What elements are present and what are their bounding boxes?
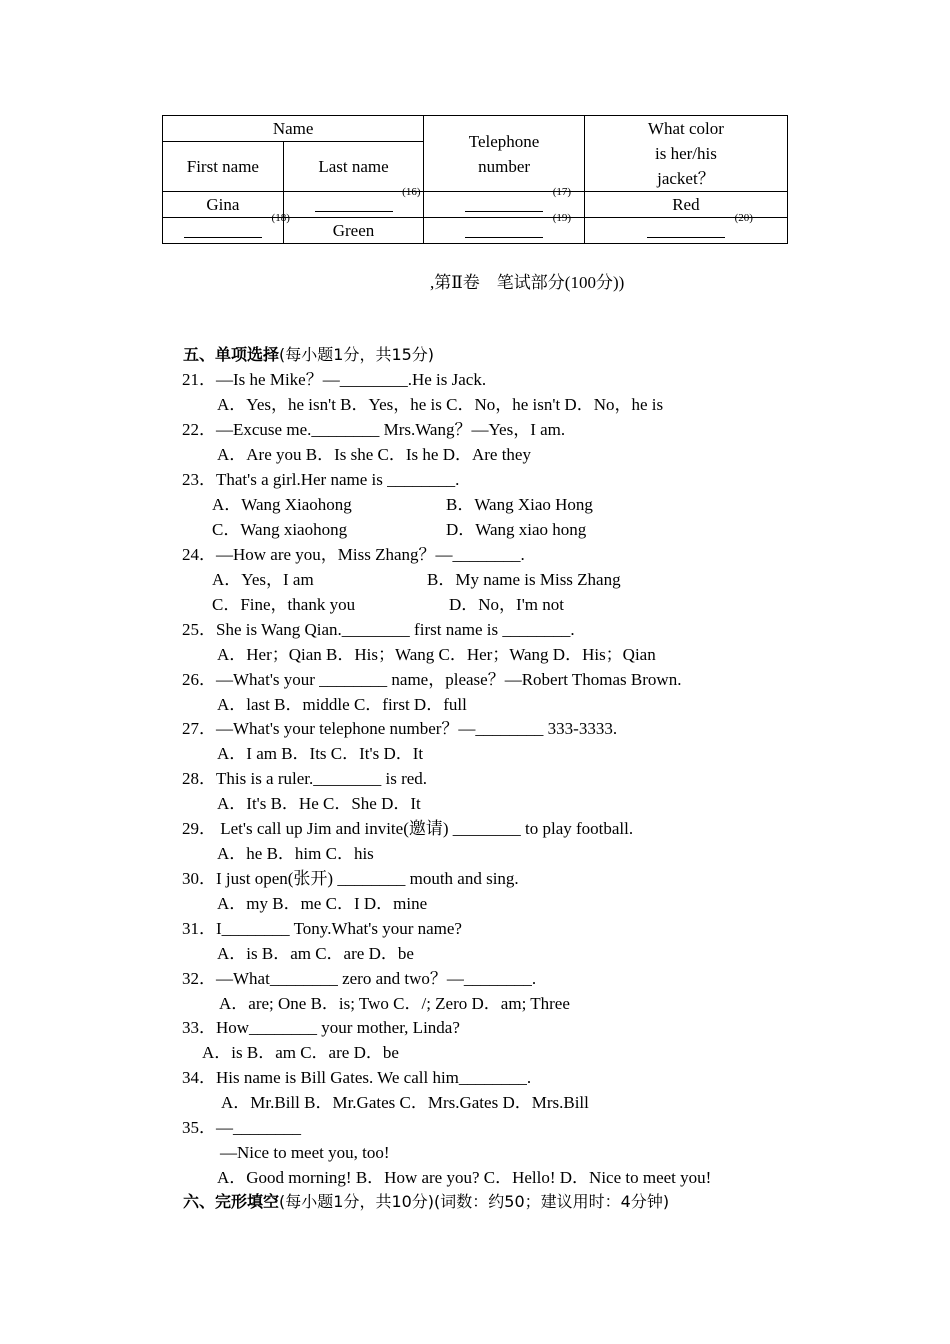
part2-title: ,第Ⅱ卷 笔试部分(100分))	[430, 273, 625, 292]
option-24b: B．My name is Miss Zhang	[427, 570, 621, 589]
question-35: 35．—________	[182, 1118, 301, 1137]
telephone-header: Telephone number	[424, 116, 585, 192]
option-24a: A．Yes，I am	[212, 570, 314, 589]
options-29: A．he B．him C．his	[217, 844, 374, 863]
cell-blank-20[interactable]: (20)	[584, 218, 787, 244]
question-28: 28．This is a ruler.________ is red.	[182, 769, 428, 788]
question-35-reply: —Nice to meet you, too!	[220, 1143, 390, 1162]
question-33: 33．How________ your mother, Linda?	[182, 1018, 460, 1037]
cell-last: Green	[283, 218, 424, 244]
cell-blank-16[interactable]: (16)	[283, 192, 424, 218]
cell-first: Gina	[163, 192, 284, 218]
cell-color: Red	[584, 192, 787, 218]
question-21: 21．—Is he Mike？—________.He is Jack.	[182, 370, 487, 389]
options-25: A．Her；Qian B．His；Wang C．Her；Wang D．His；Qian	[217, 645, 656, 664]
table-row	[163, 218, 788, 244]
name-header: Name	[163, 116, 424, 142]
options-21: A．Yes，he isn't B．Yes，he is C．No，he isn't D．No，he is	[217, 395, 664, 414]
question-22: 22．—Excuse me.________ Mrs.Wang？—Yes，I am.	[182, 420, 566, 439]
question-27: 27．—What's your telephone number？—________ 333-3333.	[182, 719, 618, 738]
question-31: 31．I________ Tony.What's your name?	[182, 919, 462, 938]
options-31: A．is B．am C．are D．be	[217, 944, 414, 963]
table-row	[163, 192, 788, 218]
question-26: 26．—What's your ________ name，please？—Robert Thomas Brown.	[182, 670, 682, 689]
section5-heading: 五、单项选择(每小题1分，共15分)	[183, 345, 435, 364]
option-23a: A．Wang Xiaohong	[212, 495, 352, 514]
option-23b: B．Wang Xiao Hong	[446, 495, 593, 514]
options-27: A．I am B．Its C．It's D．It	[217, 744, 424, 763]
options-30: A．my B．me C．I D．mine	[217, 894, 428, 913]
first-name-header: First name	[163, 142, 284, 192]
info-table	[162, 115, 788, 244]
option-24d: D．No，I'm not	[449, 595, 564, 614]
question-23: 23．That's a girl.Her name is ________.	[182, 470, 460, 489]
color-header: What color is her/his jacket？	[584, 116, 787, 192]
question-29: 29． Let's call up Jim and invite(邀请) ________ to play football.	[182, 819, 634, 838]
section6-heading: 六、完形填空(每小题1分，共10分)(词数：约50；建议用时：4分钟)	[183, 1192, 670, 1211]
cell-blank-17[interactable]: (17)	[424, 192, 585, 218]
question-24: 24．—How are you，Miss Zhang？—________.	[182, 545, 525, 564]
options-28: A．It's B．He C．She D．It	[217, 794, 421, 813]
question-25: 25．She is Wang Qian.________ first name is ________.	[182, 620, 575, 639]
question-32: 32．—What________ zero and two？—________.	[182, 969, 537, 988]
options-22: A．Are you B．Is she C．Is he D．Are they	[217, 445, 531, 464]
options-33: A．is B．am C．are D．be	[202, 1043, 399, 1062]
option-24c: C．Fine，thank you	[212, 595, 356, 614]
options-26: A．last B．middle C．first D．full	[217, 695, 467, 714]
question-30: 30．I just open(张开) ________ mouth and sing.	[182, 869, 519, 888]
cell-blank-19[interactable]: (19)	[424, 218, 585, 244]
options-32: A．are; One B．is; Two C．/; Zero D．am; Three	[219, 994, 570, 1013]
cell-blank-18[interactable]: (18)	[163, 218, 284, 244]
options-35: A．Good morning! B．How are you? C．Hello! D．Nice to meet you!	[217, 1168, 712, 1187]
options-34: A．Mr.Bill B．Mr.Gates C．Mrs.Gates D．Mrs.Bill	[221, 1093, 589, 1112]
option-23d: D．Wang xiao hong	[446, 520, 587, 539]
last-name-header: Last name	[283, 142, 424, 192]
option-23c: C．Wang xiaohong	[212, 520, 348, 539]
question-34: 34．His name is Bill Gates. We call him________.	[182, 1068, 532, 1087]
